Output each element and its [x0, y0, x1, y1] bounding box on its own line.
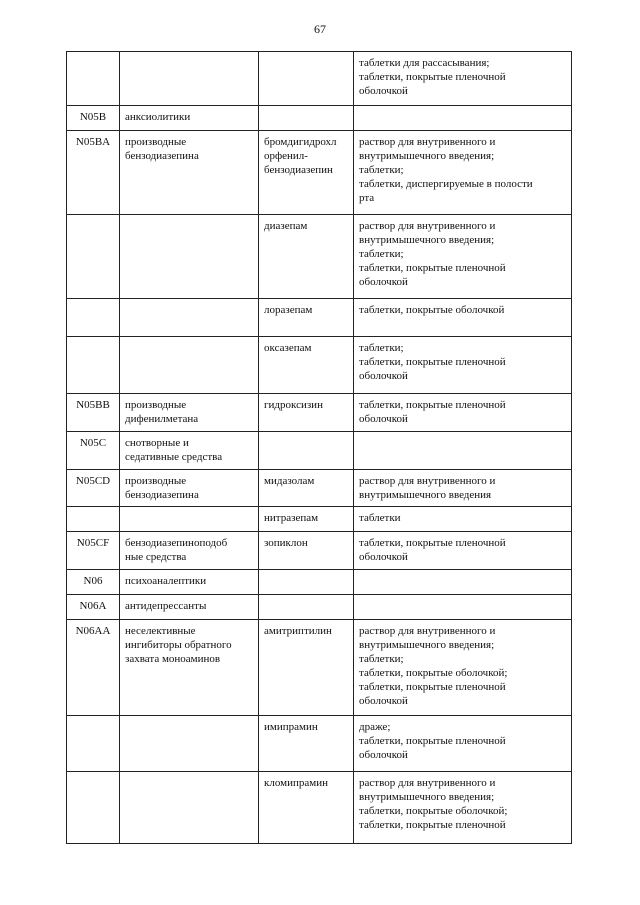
atc-code-cell: [67, 716, 120, 772]
dosage-form-cell: [354, 570, 572, 595]
group-name-cell: производные бензодиазепина: [120, 470, 259, 507]
drug-name-cell: имипрамин: [259, 716, 354, 772]
atc-code-cell: N06AA: [67, 620, 120, 716]
table-row: [67, 570, 572, 595]
dosage-form-cell: раствор для внутривенного и внутримышечного введения; таблетки, покрытые оболочкой; таблетки, покрытые пленочной: [354, 772, 572, 844]
group-name-cell: антидепрессанты: [120, 595, 259, 620]
group-name-cell: [120, 716, 259, 772]
drug-name-cell: [259, 106, 354, 131]
group-name-cell: [120, 507, 259, 532]
atc-code-cell: N05C: [67, 432, 120, 470]
group-name-cell: психоаналептики: [120, 570, 259, 595]
group-name-cell: [120, 52, 259, 106]
atc-code-cell: N05CD: [67, 470, 120, 507]
table-row: [67, 507, 572, 532]
atc-code-cell: [67, 772, 120, 844]
table-row: [67, 215, 572, 299]
dosage-form-cell: [354, 106, 572, 131]
group-name-cell: бензодиазепиноподоб ные средства: [120, 532, 259, 570]
table-row: [67, 106, 572, 131]
dosage-form-cell: таблетки для рассасывания; таблетки, покрытые пленочной оболочкой: [354, 52, 572, 106]
drug-name-cell: лоразепам: [259, 299, 354, 337]
atc-code-cell: N06: [67, 570, 120, 595]
table-row: [67, 772, 572, 844]
dosage-form-cell: [354, 432, 572, 470]
drug-classification-table: [66, 51, 572, 844]
atc-code-cell: [67, 507, 120, 532]
dosage-form-cell: [354, 595, 572, 620]
atc-code-cell: N05BB: [67, 394, 120, 432]
group-name-cell: производные бензодиазепина: [120, 131, 259, 215]
group-name-cell: неселективные ингибиторы обратного захвата моноаминов: [120, 620, 259, 716]
group-name-cell: снотворные и седативные средства: [120, 432, 259, 470]
drug-name-cell: зопиклон: [259, 532, 354, 570]
drug-name-cell: [259, 570, 354, 595]
atc-code-cell: N05CF: [67, 532, 120, 570]
table-row: [67, 52, 572, 106]
table-row: [67, 394, 572, 432]
atc-code-cell: [67, 299, 120, 337]
drug-name-cell: [259, 432, 354, 470]
table-row: [67, 299, 572, 337]
drug-name-cell: гидроксизин: [259, 394, 354, 432]
dosage-form-cell: таблетки, покрытые оболочкой: [354, 299, 572, 337]
table-row: [67, 620, 572, 716]
page-number: 67: [314, 22, 326, 36]
dosage-form-cell: таблетки: [354, 507, 572, 532]
table-row: [67, 532, 572, 570]
drug-name-cell: амитриптилин: [259, 620, 354, 716]
table-row: [67, 716, 572, 772]
table-row: [67, 337, 572, 394]
dosage-form-cell: таблетки, покрытые пленочной оболочкой: [354, 394, 572, 432]
dosage-form-cell: раствор для внутривенного и внутримышечного введения; таблетки; таблетки, покрытые оболочкой; таблетки, покрытые пленочной оболочкой: [354, 620, 572, 716]
atc-code-cell: N06A: [67, 595, 120, 620]
table-body: [67, 52, 572, 844]
group-name-cell: анксиолитики: [120, 106, 259, 131]
group-name-cell: [120, 215, 259, 299]
atc-code-cell: [67, 337, 120, 394]
drug-name-cell: мидазолам: [259, 470, 354, 507]
dosage-form-cell: раствор для внутривенного и внутримышечного введения; таблетки; таблетки, покрытые пленочной оболочкой: [354, 215, 572, 299]
dosage-form-cell: раствор для внутривенного и внутримышечного введения; таблетки; таблетки, диспергируемые в полости рта: [354, 131, 572, 215]
table-row: [67, 131, 572, 215]
atc-code-cell: [67, 52, 120, 106]
drug-name-cell: [259, 52, 354, 106]
group-name-cell: [120, 299, 259, 337]
dosage-form-cell: таблетки; таблетки, покрытые пленочной оболочкой: [354, 337, 572, 394]
table-row: [67, 595, 572, 620]
drug-name-cell: оксазепам: [259, 337, 354, 394]
drug-name-cell: [259, 595, 354, 620]
drug-name-cell: бромдигидрохл орфенил- бензодиазепин: [259, 131, 354, 215]
drug-name-cell: нитразепам: [259, 507, 354, 532]
table-row: [67, 470, 572, 507]
group-name-cell: [120, 772, 259, 844]
atc-code-cell: [67, 215, 120, 299]
atc-code-cell: N05BA: [67, 131, 120, 215]
group-name-cell: [120, 337, 259, 394]
drug-name-cell: кломипрамин: [259, 772, 354, 844]
table-row: [67, 432, 572, 470]
dosage-form-cell: раствор для внутривенного и внутримышечного введения: [354, 470, 572, 507]
dosage-form-cell: таблетки, покрытые пленочной оболочкой: [354, 532, 572, 570]
dosage-form-cell: драже; таблетки, покрытые пленочной оболочкой: [354, 716, 572, 772]
atc-code-cell: N05B: [67, 106, 120, 131]
group-name-cell: производные дифенилметана: [120, 394, 259, 432]
drug-name-cell: диазепам: [259, 215, 354, 299]
